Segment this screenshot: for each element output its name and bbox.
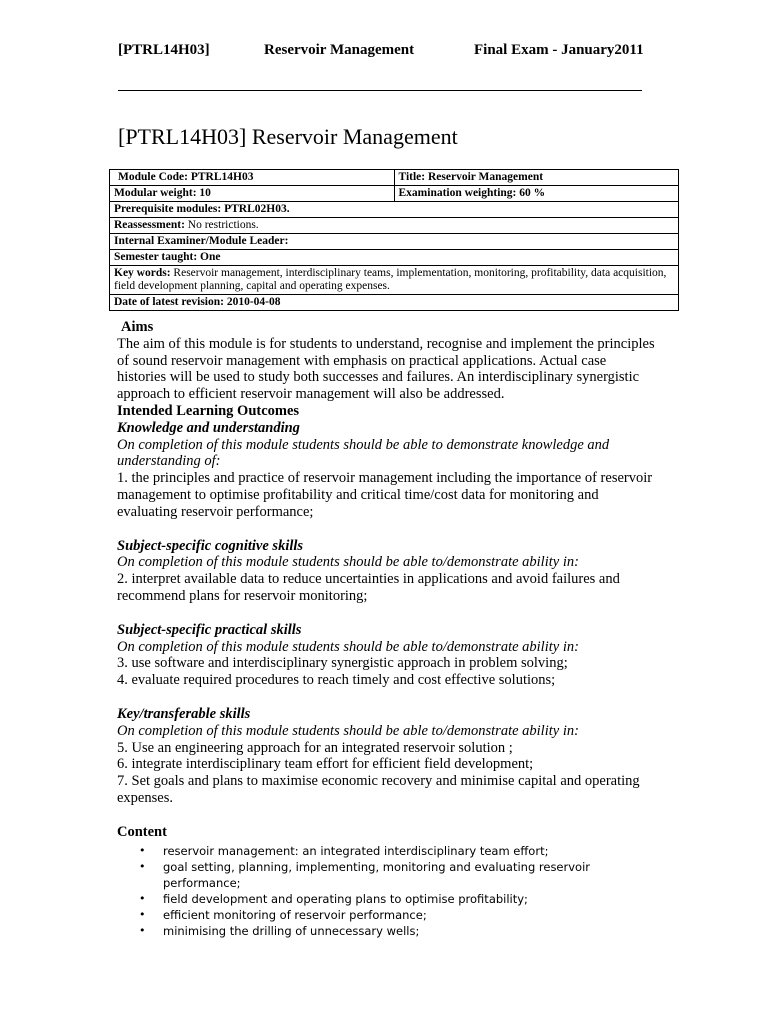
list-item-text: minimising the drilling of unnecessary wells; [163,923,420,938]
modular-weight-cell: Modular weight: 10 [110,186,395,202]
knowledge-heading: Knowledge and understanding [117,419,300,436]
reassessment-label: Reassessment: [114,219,185,231]
keywords-label: Key words: [114,267,171,279]
reassessment-value: No restrictions. [184,219,259,231]
bullet-icon: • [139,907,146,921]
table-row [110,266,679,295]
outcome-item: 7. Set goals and plans to maximise economic recovery and minimise capital and operating expenses. [117,773,640,806]
list-item [117,843,657,859]
transferable-intro: On completion of this module students should be able to/demonstrate ability in: [117,722,579,739]
ilo-heading: Intended Learning Outcomes [117,402,300,419]
outcome-item: 5. Use an engineering approach for an integrated reservoir solution ; [117,739,513,756]
outcome-item: 1. the principles and practice of reservoir management including the importance of reservoir management to optimise profitability and critical time/cost data for monitoring and evaluating reservoir performance; [117,470,653,520]
module-code-cell [110,170,395,186]
keywords-cell [110,266,679,295]
aims-heading: Aims [121,319,154,335]
outcome-item: 4. evaluate required procedures to reach timely and cost effective solutions; [117,672,556,689]
table-row [110,218,679,234]
prerequisite-cell: Prerequisite modules: PTRL02H03. [110,202,679,218]
semester-cell: Semester taught: One [110,250,679,266]
list-item-text: reservoir management: an integrated interdisciplinary team effort; [163,843,549,858]
table-row [110,250,679,266]
list-item-text: goal setting, planning, implementing, monitoring and evaluating reservoir performance; [163,859,591,890]
outcome-item: 2. interpret available data to reduce uncertainties in applications and avoid failures and recommend plans for reservoir monitoring; [117,571,620,604]
list-item-text: efficient monitoring of reservoir performance; [163,907,427,922]
cognitive-heading: Subject-specific cognitive skills [117,537,304,554]
knowledge-intro: On completion of this module students should be able to demonstrate knowledge and understanding of: [117,436,610,470]
table-row [110,234,679,250]
bullet-icon: • [139,923,146,937]
content-list [117,843,657,939]
outcome-item: 3. use software and interdisciplinary synergistic approach in problem solving; [117,655,568,672]
table-row [110,295,679,311]
revision-cell: Date of latest revision: 2010-04-08 [110,295,679,311]
aims-text: The aim of this module is for students to understand, recognise and implement the principles of sound reservoir management with emphasis on practical applications. Actual case histories will be used to study both successes and failures. An interdisciplinary synergistic approach to efficient reservoir management will also be addressed. [117,335,655,403]
body-text [117,319,657,939]
bullet-icon: • [139,843,146,857]
bullet-icon: • [139,891,146,905]
keywords-value: Reservoir management, interdisciplinary teams, implementation, monitoring, profitability, data acquisition, field development planning, capital and operating expenses. [114,267,667,292]
running-header [118,42,650,62]
bullet-icon: • [139,859,146,873]
outcome-item: 6. integrate interdisciplinary team effort for efficient field development; [117,756,534,773]
header-rule [118,90,642,91]
list-item [117,907,657,923]
table-row [110,186,679,202]
header-module-code: [PTRL14H03] [118,42,210,58]
table-row [110,170,679,186]
list-item [117,891,657,907]
transferable-heading: Key/transferable skills [117,705,251,722]
content-heading: Content [117,823,167,840]
reassessment-cell [110,218,679,234]
cognitive-intro: On completion of this module students should be able to/demonstrate ability in: [117,554,579,571]
header-module-name: Reservoir Management [264,42,415,58]
module-code: Module Code: PTRL14H03 [118,171,254,183]
table-row [110,202,679,218]
document-title: [PTRL14H03] Reservoir Management [118,124,458,149]
practical-heading: Subject-specific practical skills [117,621,302,638]
examiner-cell: Internal Examiner/Module Leader: [110,234,679,250]
exam-weighting-cell: Examination weighting: 60 % [394,186,679,202]
practical-intro: On completion of this module students should be able to/demonstrate ability in: [117,638,579,655]
list-item [117,859,657,891]
list-item-text: field development and operating plans to optimise profitability; [163,891,528,906]
module-title-cell: Title: Reservoir Management [394,170,679,186]
header-exam-name: Final Exam - January2011 [474,42,644,58]
list-item [117,923,657,939]
module-info-table [109,169,679,311]
